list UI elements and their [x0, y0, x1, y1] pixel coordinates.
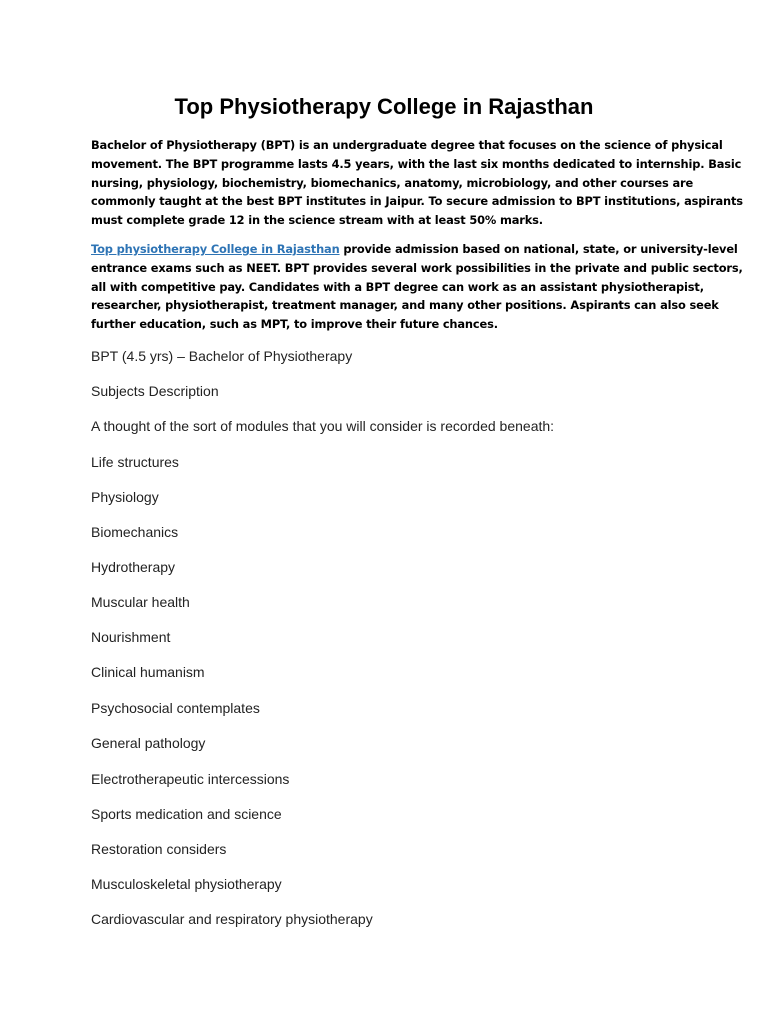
- module-item: General pathology: [91, 735, 206, 751]
- paragraph-line: further education, such as MPT, to improve their future chances.: [91, 317, 498, 332]
- paragraph-line: entrance exams such as NEET. BPT provides several work possibilities in the private and public sectors,: [91, 260, 743, 275]
- module-item: Cardiovascular and respiratory physiotherapy: [91, 911, 373, 927]
- admission-paragraph: [91, 240, 743, 334]
- module-item: Hydrotherapy: [91, 559, 176, 575]
- module-item: Psychosocial contemplates: [91, 700, 260, 716]
- paragraph-line-rest: provide admission based on national, state, or university-level: [339, 242, 738, 256]
- paragraph-line: all with competitive pay. Candidates with a BPT degree can work as an assistant physiotherapist,: [91, 279, 704, 294]
- paragraph-line: commonly taught at the best BPT institutes in Jaipur. To secure admission to BPT institutions, aspirants: [91, 194, 743, 209]
- paragraph-line: researcher, physiotherapist, treatment manager, and many other positions. Aspirants can also seek: [91, 298, 719, 313]
- paragraph-line: nursing, physiology, biochemistry, biomechanics, anatomy, microbiology, and other courses are: [91, 175, 694, 190]
- module-item: Clinical humanism: [91, 664, 205, 680]
- subjects-heading: Subjects Description: [91, 383, 219, 399]
- college-link[interactable]: Top physiotherapy College in Rajasthan: [91, 242, 340, 256]
- modules-intro: A thought of the sort of modules that you will consider is recorded beneath:: [91, 418, 555, 434]
- module-item: Muscular health: [91, 594, 190, 610]
- module-item: Musculoskeletal physiotherapy: [91, 876, 282, 892]
- module-item: Nourishment: [91, 629, 171, 645]
- module-item: Biomechanics: [91, 524, 179, 540]
- paragraph-line: must complete grade 12 in the science stream with at least 50% marks.: [91, 213, 543, 228]
- module-item: Restoration considers: [91, 841, 227, 857]
- paragraph-line: movement. The BPT programme lasts 4.5 years, with the last six months dedicated to internship. Basic: [91, 156, 742, 171]
- module-item: Life structures: [91, 454, 179, 470]
- intro-paragraph: [91, 136, 743, 230]
- paragraph-line: [91, 240, 738, 259]
- page-title: Top Physiotherapy College in Rajasthan: [174, 94, 594, 119]
- module-item: Physiology: [91, 489, 159, 505]
- module-item: Electrotherapeutic intercessions: [91, 771, 290, 787]
- module-item: Sports medication and science: [91, 806, 282, 822]
- course-heading: BPT (4.5 yrs) – Bachelor of Physiotherapy: [91, 348, 353, 364]
- paragraph-line: Bachelor of Physiotherapy (BPT) is an undergraduate degree that focuses on the science of physical: [91, 138, 723, 152]
